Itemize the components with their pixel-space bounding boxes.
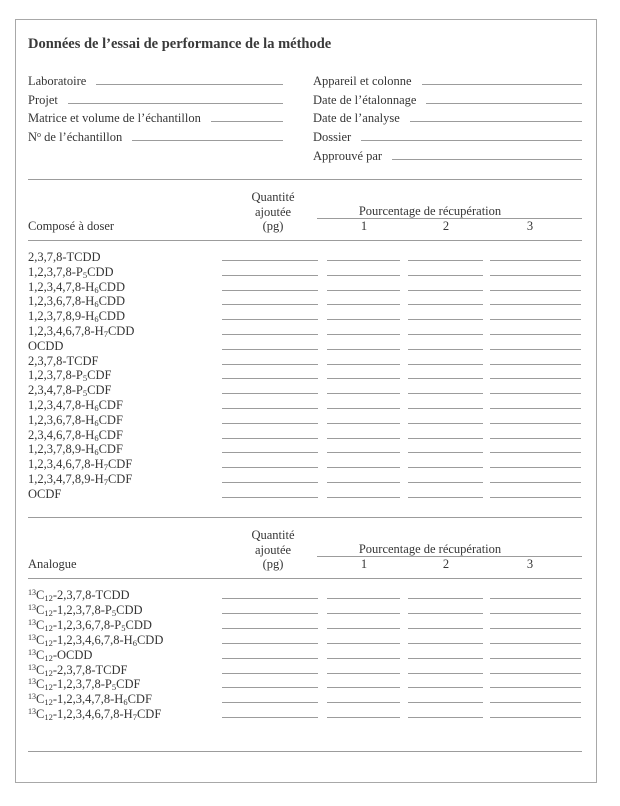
compound-row <box>0 488 620 501</box>
name-part: -1,2,3,6,7,8-P <box>52 618 122 632</box>
field-label: Matrice et volume de l’échantillon <box>28 111 201 125</box>
label-part: de l’échantillon <box>41 130 123 144</box>
recovery-2-blank <box>408 664 483 674</box>
recovery-1-blank <box>327 399 400 409</box>
recovery-3-blank <box>490 604 581 614</box>
analogue-name <box>28 649 92 662</box>
recovery-2-blank <box>408 708 483 718</box>
name-subscript: 5 <box>111 682 117 692</box>
name-subscript: 6 <box>132 638 137 648</box>
compound-row <box>0 384 620 397</box>
name-part: CDD <box>87 265 114 279</box>
recovery-1-blank <box>327 443 400 453</box>
qty-added-blank <box>222 369 318 379</box>
recovery-1-blank <box>327 325 400 335</box>
isotope-superscript: 13 <box>28 588 36 597</box>
recovery-header: Pourcentage de récupération <box>358 204 502 218</box>
compound-row <box>0 429 620 442</box>
recovery-1-blank <box>327 369 400 379</box>
element-subscript: 12 <box>44 593 53 603</box>
name-subscript: 6 <box>94 285 99 295</box>
recovery-1-blank <box>327 281 400 291</box>
element-subscript: 12 <box>44 608 53 618</box>
recovery-3-blank <box>490 678 581 688</box>
name-subscript: 6 <box>94 418 99 428</box>
dossier-blank <box>361 131 582 141</box>
name-part: -2,3,7,8-TCDF <box>52 663 128 677</box>
name-subscript: 5 <box>82 388 88 398</box>
analogue-row <box>0 693 620 706</box>
isotope-superscript: 13 <box>28 633 36 642</box>
recovery-3-blank <box>490 251 581 261</box>
compound-name <box>28 340 63 353</box>
recovery-3-blank <box>490 619 581 629</box>
isotope-superscript: 13 <box>28 663 36 672</box>
recovery-2-blank <box>408 473 483 483</box>
approuve-par-blank <box>392 150 582 160</box>
compound-row <box>0 414 620 427</box>
analogue-name <box>28 664 128 677</box>
qty-added-blank <box>222 619 318 629</box>
recovery-1-blank <box>327 634 400 644</box>
compound-name <box>28 355 99 368</box>
name-part: 1,2,3,7,8,9-H <box>28 442 95 456</box>
element-subscript: 12 <box>44 623 53 633</box>
qty-header-line2: ajoutée <box>254 205 292 219</box>
recovery-1-blank <box>327 340 400 350</box>
qty-added-blank <box>222 488 318 498</box>
recovery-1-blank <box>327 266 400 276</box>
name-part: -1,2,3,7,8-P <box>52 677 112 691</box>
name-part: CDD <box>98 280 125 294</box>
qty-added-blank <box>222 429 318 439</box>
recovery-3-blank <box>490 693 581 703</box>
name-part: CDF <box>107 472 133 486</box>
qty-header-line1: Quantité <box>251 528 295 542</box>
recovery-1-blank <box>327 649 400 659</box>
qty-added-blank <box>222 295 318 305</box>
qty-added-blank <box>222 443 318 453</box>
field-label: Dossier <box>313 130 352 144</box>
name-subscript: 6 <box>123 697 128 707</box>
qty-added-blank <box>222 281 318 291</box>
recovery-1-blank <box>327 251 400 261</box>
qty-header-line3: (pg) <box>262 557 284 571</box>
recovery-3-blank <box>490 649 581 659</box>
compound-row <box>0 355 620 368</box>
qty-header-line3: (pg) <box>262 219 284 233</box>
analogue-name <box>28 619 152 632</box>
divider <box>28 578 582 579</box>
field-laboratoire <box>28 75 283 88</box>
recovery-1-blank <box>327 429 400 439</box>
name-part: CDD <box>107 324 135 338</box>
recovery-1-blank <box>327 708 400 718</box>
qty-added-blank <box>222 664 318 674</box>
field-label <box>28 131 122 144</box>
recovery-1-blank <box>327 384 400 394</box>
recovery-2-blank <box>408 443 483 453</box>
compound-name <box>28 266 114 279</box>
field-projet <box>28 94 283 107</box>
element: C <box>36 618 45 632</box>
field-approuve-par <box>313 150 582 163</box>
qty-added-blank <box>222 473 318 483</box>
name-part: 2,3,4,7,8-P <box>28 383 83 397</box>
recovery-1-blank <box>327 295 400 305</box>
qty-added-blank <box>222 604 318 614</box>
name-part: CDD <box>98 294 125 308</box>
name-part: CDF <box>98 398 123 412</box>
name-part: CDD <box>125 618 152 632</box>
analogue-name <box>28 708 161 721</box>
recovery-2-blank <box>408 266 483 276</box>
analogue-name <box>28 693 152 706</box>
qty-added-blank <box>222 458 318 468</box>
recovery-3-blank <box>490 708 581 718</box>
label-superscript: o <box>37 130 42 139</box>
recovery-2-blank <box>408 458 483 468</box>
field-date-etalonnage <box>313 94 582 107</box>
laboratoire-blank <box>96 75 283 85</box>
recovery-col-3-header: 3 <box>526 557 534 571</box>
recovery-2-blank <box>408 693 483 703</box>
analogue-row <box>0 589 620 602</box>
compound-row <box>0 473 620 486</box>
recovery-col-1-header: 1 <box>360 219 368 233</box>
compound-name <box>28 384 111 397</box>
qty-added-blank <box>222 355 318 365</box>
compound-name <box>28 443 123 456</box>
recovery-3-blank <box>490 384 581 394</box>
compound-row <box>0 325 620 338</box>
recovery-1-blank <box>327 488 400 498</box>
divider <box>28 517 582 518</box>
name-subscript: 6 <box>94 447 99 457</box>
recovery-1-blank <box>327 678 400 688</box>
element: C <box>36 648 45 662</box>
date-analyse-blank <box>410 112 582 122</box>
qty-header-line1: Quantité <box>251 190 295 204</box>
compound-row <box>0 369 620 382</box>
recovery-3-blank <box>490 589 581 599</box>
qty-added-blank <box>222 266 318 276</box>
recovery-col-2-header: 2 <box>442 219 450 233</box>
name-part: 1,2,3,4,6,7,8-H <box>28 324 104 338</box>
name-subscript: 5 <box>82 270 88 280</box>
recovery-3-blank <box>490 443 581 453</box>
divider <box>28 751 582 752</box>
compound-row <box>0 251 620 264</box>
name-part: OCDD <box>28 339 64 353</box>
field-label: Projet <box>28 93 58 107</box>
field-matrice-volume <box>28 112 283 125</box>
name-subscript: 6 <box>94 314 99 324</box>
recovery-2-blank <box>408 604 483 614</box>
element-subscript: 12 <box>44 712 53 722</box>
name-part: -1,2,3,7,8-P <box>52 603 112 617</box>
compound-name <box>28 251 101 264</box>
recovery-3-blank <box>490 399 581 409</box>
name-part: 1,2,3,6,7,8-H <box>28 294 95 308</box>
name-part: CDF <box>127 692 152 706</box>
qty-added-blank <box>222 589 318 599</box>
recovery-1-blank <box>327 619 400 629</box>
element: C <box>36 633 45 647</box>
recovery-2-blank <box>408 340 483 350</box>
recovery-2-blank <box>408 384 483 394</box>
field-label: Laboratoire <box>28 74 87 88</box>
label-part: N <box>28 130 38 144</box>
name-part: CDF <box>136 707 162 721</box>
recovery-1-blank <box>327 589 400 599</box>
analogue-row <box>0 678 620 691</box>
qty-added-blank <box>222 634 318 644</box>
isotope-superscript: 13 <box>28 707 36 716</box>
element: C <box>36 707 45 721</box>
qty-added-blank <box>222 340 318 350</box>
field-label: Appareil et colonne <box>313 74 412 88</box>
analogue-column-header: Analogue <box>28 557 77 571</box>
isotope-superscript: 13 <box>28 677 36 686</box>
projet-blank <box>68 94 283 104</box>
analogue-row <box>0 649 620 662</box>
recovery-2-blank <box>408 649 483 659</box>
name-part: -OCDD <box>52 648 93 662</box>
recovery-3-blank <box>490 281 581 291</box>
name-part: -1,2,3,4,6,7,8-H <box>52 707 133 721</box>
analogue-name <box>28 634 163 647</box>
compound-name <box>28 310 125 323</box>
isotope-superscript: 13 <box>28 648 36 657</box>
recovery-2-blank <box>408 678 483 688</box>
name-part: 1,2,3,7,8,9-H <box>28 309 95 323</box>
recovery-1-blank <box>327 310 400 320</box>
recovery-2-blank <box>408 589 483 599</box>
matrice-volume-blank <box>211 112 283 122</box>
recovery-2-blank <box>408 281 483 291</box>
recovery-2-blank <box>408 429 483 439</box>
recovery-2-blank <box>408 619 483 629</box>
element-subscript: 12 <box>44 682 53 692</box>
recovery-1-blank <box>327 473 400 483</box>
name-subscript: 7 <box>103 329 108 339</box>
divider <box>28 179 582 180</box>
name-part: -2,3,7,8-TCDD <box>52 588 130 602</box>
recovery-3-blank <box>490 295 581 305</box>
name-part: CDF <box>98 413 123 427</box>
analogue-name <box>28 604 143 617</box>
compound-name <box>28 295 125 308</box>
recovery-1-blank <box>327 355 400 365</box>
recovery-col-2-header: 2 <box>442 557 450 571</box>
element-subscript: 12 <box>44 668 53 678</box>
compound-name <box>28 399 123 412</box>
element: C <box>36 677 45 691</box>
name-part: CDF <box>98 428 123 442</box>
recovery-1-blank <box>327 458 400 468</box>
isotope-superscript: 13 <box>28 692 36 701</box>
recovery-1-blank <box>327 693 400 703</box>
recovery-1-blank <box>327 414 400 424</box>
recovery-3-blank <box>490 634 581 644</box>
compound-row <box>0 458 620 471</box>
recovery-3-blank <box>490 458 581 468</box>
name-part: CDF <box>98 442 123 456</box>
name-part: CDF <box>107 457 133 471</box>
form-title: Données de l’essai de performance de la méthode <box>28 36 332 52</box>
name-part: 2,3,4,6,7,8-H <box>28 428 95 442</box>
name-part: OCDF <box>28 487 62 501</box>
compound-column-header: Composé à doser <box>28 219 115 233</box>
analogue-row <box>0 619 620 632</box>
element-subscript: 12 <box>44 653 53 663</box>
name-part: CDF <box>116 677 141 691</box>
element: C <box>36 692 45 706</box>
name-part: 1,2,3,4,6,7,8-H <box>28 457 104 471</box>
compound-row <box>0 310 620 323</box>
recovery-3-blank <box>490 325 581 335</box>
qty-header-line2: ajoutée <box>254 543 292 557</box>
recovery-3-blank <box>490 369 581 379</box>
field-numero-echantillon <box>28 131 283 144</box>
qty-added-blank <box>222 325 318 335</box>
element-subscript: 12 <box>44 638 53 648</box>
field-label: Date de l’étalonnage <box>313 93 417 107</box>
recovery-3-blank <box>490 355 581 365</box>
recovery-3-blank <box>490 310 581 320</box>
recovery-2-blank <box>408 414 483 424</box>
name-part: 1,2,3,4,7,8-H <box>28 398 95 412</box>
recovery-col-1-header: 1 <box>360 557 368 571</box>
recovery-2-blank <box>408 488 483 498</box>
name-subscript: 6 <box>94 299 99 309</box>
qty-added-blank <box>222 649 318 659</box>
qty-added-blank <box>222 678 318 688</box>
isotope-superscript: 13 <box>28 618 36 627</box>
name-subscript: 5 <box>111 608 117 618</box>
element: C <box>36 663 45 677</box>
date-etalonnage-blank <box>426 94 582 104</box>
analogue-row <box>0 708 620 721</box>
compound-row <box>0 266 620 279</box>
field-dossier <box>313 131 582 144</box>
name-part: -1,2,3,4,6,7,8-H <box>52 633 133 647</box>
name-part: -1,2,3,4,7,8-H <box>52 692 124 706</box>
recovery-3-blank <box>490 488 581 498</box>
name-subscript: 7 <box>132 712 137 722</box>
compound-name <box>28 281 125 294</box>
field-label: Approuvé par <box>313 149 383 163</box>
name-part: CDD <box>136 633 164 647</box>
compound-name <box>28 488 61 501</box>
name-part: 1,2,3,6,7,8-H <box>28 413 95 427</box>
name-subscript: 6 <box>94 433 99 443</box>
name-subscript: 7 <box>103 462 108 472</box>
name-subscript: 5 <box>121 623 126 633</box>
name-part: CDF <box>87 368 112 382</box>
name-part: 2,3,7,8-TCDF <box>28 354 99 368</box>
recovery-3-blank <box>490 473 581 483</box>
compound-name <box>28 369 111 382</box>
isotope-superscript: 13 <box>28 603 36 612</box>
recovery-2-blank <box>408 369 483 379</box>
appareil-colonne-blank <box>422 75 582 85</box>
qty-added-blank <box>222 310 318 320</box>
numero-echantillon-blank <box>132 131 283 141</box>
field-appareil-colonne <box>313 75 582 88</box>
element: C <box>36 603 45 617</box>
recovery-header: Pourcentage de récupération <box>358 542 502 556</box>
compound-row <box>0 295 620 308</box>
name-part: 1,2,3,7,8-P <box>28 368 83 382</box>
analogue-name <box>28 678 140 691</box>
recovery-3-blank <box>490 429 581 439</box>
recovery-1-blank <box>327 664 400 674</box>
analogue-name <box>28 589 130 602</box>
element: C <box>36 588 45 602</box>
compound-name <box>28 429 123 442</box>
recovery-3-blank <box>490 340 581 350</box>
qty-added-blank <box>222 414 318 424</box>
qty-added-blank <box>222 708 318 718</box>
name-part: CDD <box>116 603 143 617</box>
compound-row <box>0 399 620 412</box>
recovery-col-3-header: 3 <box>526 219 534 233</box>
name-part: CDF <box>87 383 112 397</box>
recovery-2-blank <box>408 251 483 261</box>
name-subscript: 7 <box>103 477 108 487</box>
compound-name <box>28 414 123 427</box>
recovery-2-blank <box>408 399 483 409</box>
name-subscript: 6 <box>94 403 99 413</box>
field-date-analyse <box>313 112 582 125</box>
recovery-2-blank <box>408 310 483 320</box>
analogue-row <box>0 604 620 617</box>
compound-row <box>0 281 620 294</box>
recovery-3-blank <box>490 664 581 674</box>
compound-name <box>28 473 132 486</box>
name-part: 2,3,7,8-TCDD <box>28 250 101 264</box>
qty-added-blank <box>222 251 318 261</box>
name-part: 1,2,3,4,7,8,9-H <box>28 472 104 486</box>
compound-name <box>28 325 134 338</box>
name-part: 1,2,3,4,7,8-H <box>28 280 95 294</box>
qty-added-blank <box>222 693 318 703</box>
recovery-2-blank <box>408 295 483 305</box>
recovery-2-blank <box>408 355 483 365</box>
compound-row <box>0 340 620 353</box>
field-label: Date de l’analyse <box>313 111 400 125</box>
analogue-row <box>0 634 620 647</box>
recovery-1-blank <box>327 604 400 614</box>
element-subscript: 12 <box>44 697 53 707</box>
qty-added-blank <box>222 384 318 394</box>
name-part: 1,2,3,7,8-P <box>28 265 83 279</box>
recovery-2-blank <box>408 634 483 644</box>
name-subscript: 5 <box>82 373 88 383</box>
recovery-3-blank <box>490 414 581 424</box>
compound-name <box>28 458 132 471</box>
analogue-row <box>0 664 620 677</box>
recovery-3-blank <box>490 266 581 276</box>
name-part: CDD <box>98 309 125 323</box>
divider <box>28 240 582 241</box>
recovery-2-blank <box>408 325 483 335</box>
compound-row <box>0 443 620 456</box>
qty-added-blank <box>222 399 318 409</box>
